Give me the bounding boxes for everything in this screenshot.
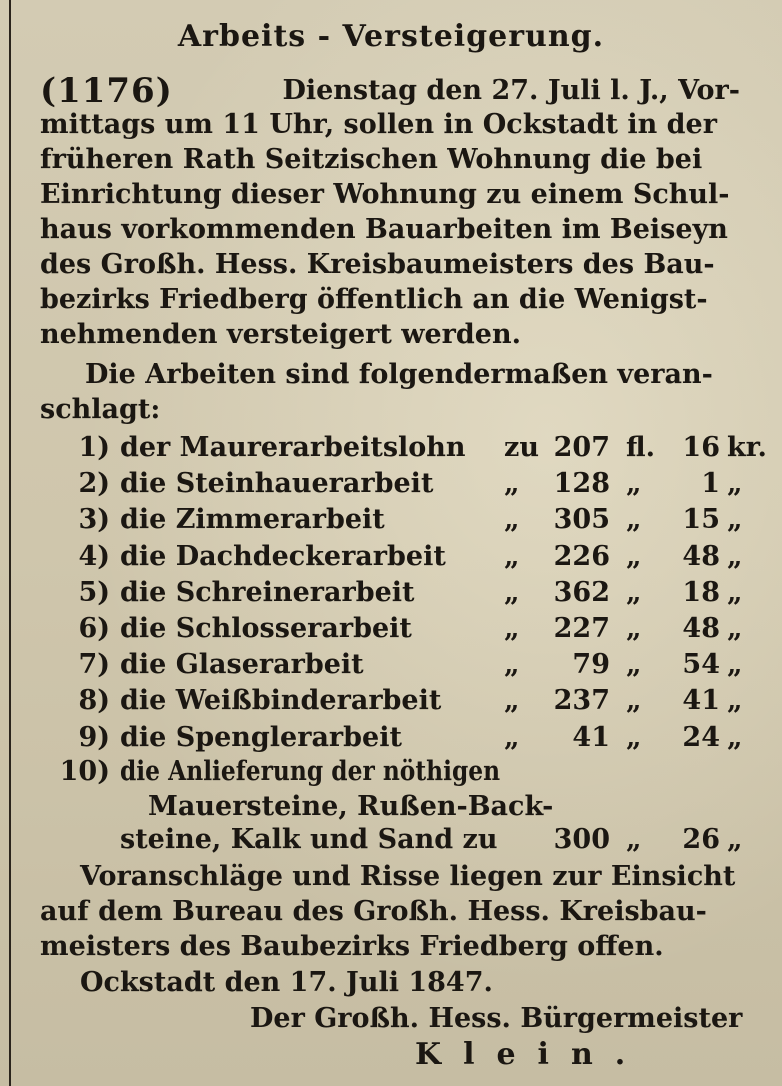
item-ditto: „ [727,468,743,499]
item-ditto: „ [727,577,743,608]
paragraph-line: bezirks Friedberg öffentlich an die Wenigst- [40,284,708,315]
paragraph-line: Einrichtung dieser Wohnung zu einem Schul- [40,179,730,210]
item-ditto: „ [626,541,642,572]
item-florin: 300 [553,824,610,855]
item-number: 9) [78,722,110,753]
item-label: die Glaserarbeit [120,649,364,680]
item-kreuzer: 15 [682,504,720,535]
item-ditto: „ [626,577,642,608]
notice-title: Arbeits - Versteigerung. [177,19,605,54]
item-ditto: „ [504,613,520,644]
item-florin: 128 [553,468,610,499]
paragraph-line: Voranschläge und Risse liegen zur Einsicht [80,861,736,892]
item-ditto: „ [626,613,642,644]
item-kreuzer: 26 [682,824,720,855]
paragraph-line-text: Dienstag den 27. Juli l. J., Vor- [282,75,740,106]
item-ditto: „ [504,468,520,499]
item-ditto: „ [626,649,642,680]
item-ditto: „ [626,722,642,753]
paragraph-line: haus vorkommenden Bauarbeiten im Beiseyn [40,214,728,245]
item-ditto: „ [727,824,743,855]
item-ditto: „ [727,722,743,753]
item-label-continuation: steine, Kalk und Sand zu [120,824,498,855]
item-ditto: „ [504,685,520,716]
paragraph-line: nehmenden versteigert werden. [40,319,521,350]
item-number: 1) [78,432,110,463]
item-label: die Schreinerarbeit [120,577,415,608]
item-number: 8) [78,685,110,716]
item-ditto: „ [727,504,743,535]
paragraph-line: früheren Rath Seitzischen Wohnung die bei [40,144,703,175]
item-ditto: zu [504,432,539,463]
item-label: die Anlieferung der nöthigen [120,756,501,787]
list-item [0,649,782,683]
item-label: die Spenglerarbeit [120,722,402,753]
item-ditto: „ [626,685,642,716]
item-kreuzer: 48 [682,613,720,644]
list-item [0,722,782,756]
dateline: Ockstadt den 17. Juli 1847. [80,967,493,998]
item-number: 3) [78,504,110,535]
list-item [0,541,782,575]
item-florin: 79 [572,649,610,680]
item-ditto: fl. [626,432,656,463]
signatory-title: Der Großh. Hess. Bürgermeister [250,1003,743,1034]
paragraph-line: mittags um 11 Uhr, sollen in Ockstadt in der [40,109,717,140]
item-kreuzer: 1 [701,468,720,499]
list-item-10-amount [0,824,782,858]
item-number: 2) [78,468,110,499]
item-kreuzer: 54 [682,649,720,680]
item-ditto: „ [727,685,743,716]
paragraph-line: meisters des Baubezirks Friedberg offen. [40,931,664,962]
item-florin: 305 [553,504,610,535]
item-ditto: „ [504,504,520,535]
list-item-10 [0,756,782,790]
item-florin: 237 [553,685,610,716]
list-item [0,468,782,502]
list-item [0,432,782,466]
item-label: die Schlosserarbeit [120,613,412,644]
item-number: 10) [59,756,110,787]
item-florin: 226 [553,541,610,572]
item-kreuzer: 16 [682,432,720,463]
notice-number: (1176) [40,71,173,111]
item-florin: 207 [553,432,610,463]
paragraph-line: schlagt: [40,394,161,425]
item-florin: 227 [553,613,610,644]
item-kreuzer: 18 [682,577,720,608]
item-ditto: „ [626,468,642,499]
item-label: der Maurerarbeitslohn [120,432,466,463]
item-florin: 41 [572,722,610,753]
paragraph-line: auf dem Bureau des Großh. Hess. Kreisbau- [40,896,707,927]
item-ditto: „ [504,541,520,572]
item-ditto: „ [626,824,642,855]
signatory-name: Klein. [415,1037,648,1072]
paragraph-line [40,71,740,111]
item-florin: 362 [553,577,610,608]
item-number: 5) [78,577,110,608]
list-item [0,613,782,647]
item-kreuzer: 41 [682,685,720,716]
item-number: 7) [78,649,110,680]
item-kreuzer: 24 [682,722,720,753]
item-ditto: „ [504,577,520,608]
item-number: 4) [78,541,110,572]
item-ditto: „ [626,504,642,535]
item-label: die Steinhauerarbeit [120,468,434,499]
item-label-continuation: Mauersteine, Rußen-Back- [148,791,554,822]
item-label: die Zimmerarbeit [120,504,385,535]
item-ditto: „ [504,649,520,680]
list-item [0,504,782,538]
item-ditto: „ [727,613,743,644]
item-ditto: „ [727,649,743,680]
item-ditto: „ [504,722,520,753]
item-label: die Weißbinderarbeit [120,685,442,716]
item-number: 6) [78,613,110,644]
item-ditto: kr. [727,432,767,463]
item-kreuzer: 48 [682,541,720,572]
list-item [0,685,782,719]
list-item [0,577,782,611]
paragraph-line: Die Arbeiten sind folgendermaßen veran- [85,359,713,390]
item-label: die Dachdeckerarbeit [120,541,446,572]
item-ditto: „ [727,541,743,572]
paragraph-line: des Großh. Hess. Kreisbaumeisters des Bau- [40,249,715,280]
